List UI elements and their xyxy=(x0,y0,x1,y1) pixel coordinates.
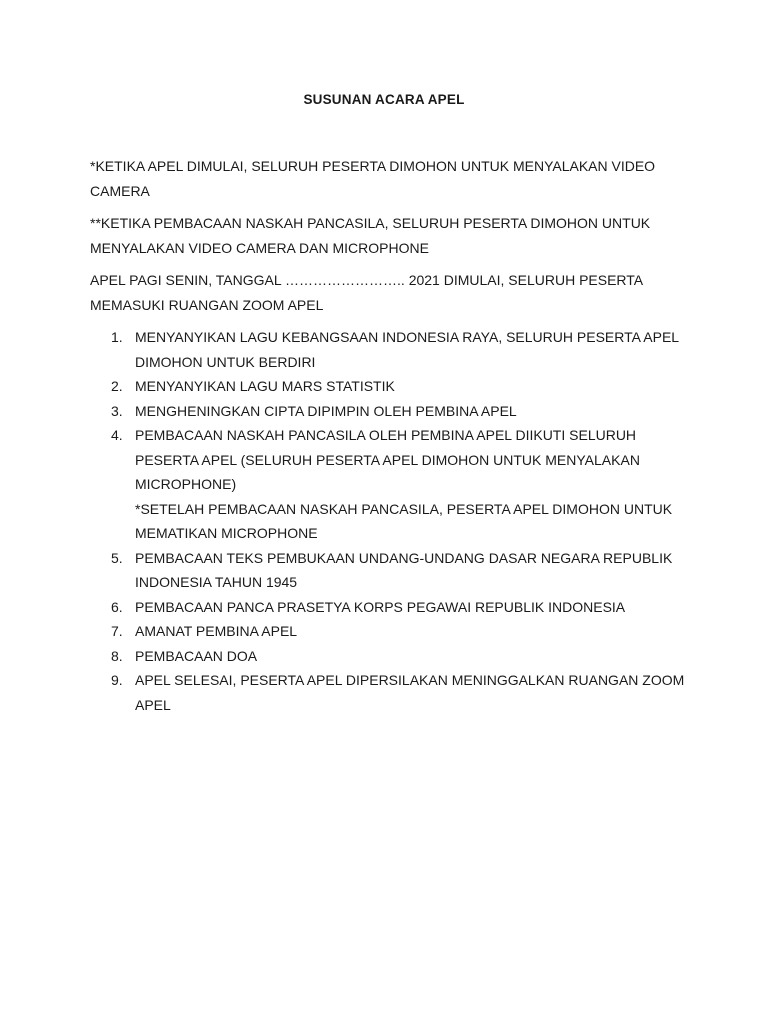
list-item-text: MENYANYIKAN LAGU KEBANGSAAN INDONESIA RAYA, SELURUH PESERTA APEL DIMOHON UNTUK BERDIRI xyxy=(135,329,679,370)
list-item-text: PEMBACAAN TEKS PEMBUKAAN UNDANG-UNDANG DASAR NEGARA REPUBLIK INDONESIA TAHUN 1945 xyxy=(135,549,673,590)
list-item-number: 4. xyxy=(111,427,123,443)
list-item-number: 3. xyxy=(111,402,123,419)
document-body xyxy=(90,154,690,717)
list-item-text: MENGHENINGKAN CIPTA DIPIMPIN OLEH PEMBINA APEL xyxy=(135,402,517,419)
list-item xyxy=(90,374,690,399)
list-item-text: PEMBACAAN DOA xyxy=(135,647,258,664)
list-item-number: 8. xyxy=(111,647,123,664)
agenda-list xyxy=(90,325,690,717)
page-title: SUSUNAN ACARA APEL xyxy=(303,92,465,107)
list-item xyxy=(90,668,690,717)
list-item-text: PEMBACAAN PANCA PRASETYA KORPS PEGAWAI REPUBLIK INDONESIA xyxy=(135,598,626,615)
list-item-number: 9. xyxy=(111,672,123,688)
list-item xyxy=(90,325,690,374)
list-item-text: PEMBACAAN NASKAH PANCASILA OLEH PEMBINA APEL DIIKUTI SELURUH PESERTA APEL (SELURUH PESERTA APEL DIMOHON UNTUK MENYALAKAN MICROPHONE) xyxy=(135,427,640,492)
list-item-number: 7. xyxy=(111,623,123,639)
list-item-text: APEL SELESAI, PESERTA APEL DIPERSILAKAN MENINGGALKAN RUANGAN ZOOM APEL xyxy=(135,672,685,713)
list-item-number: 1. xyxy=(111,329,123,345)
list-item xyxy=(90,595,690,620)
list-item xyxy=(90,399,690,424)
note-pancasila: **KETIKA PEMBACAAN NASKAH PANCASILA, SELURUH PESERTA DIMOHON UNTUK MENYALAKAN VIDEO CAMERA DAN MICROPHONE xyxy=(90,215,651,256)
list-item-text: MENYANYIKAN LAGU MARS STATISTIK xyxy=(135,378,395,394)
list-item-note: *SETELAH PEMBACAAN NASKAH PANCASILA, PESERTA APEL DIMOHON UNTUK MEMATIKAN MICROPHONE xyxy=(135,500,673,541)
list-item xyxy=(90,619,690,644)
list-item-number: 5. xyxy=(111,549,123,566)
note-video-camera: *KETIKA APEL DIMULAI, SELURUH PESERTA DIMOHON UNTUK MENYALAKAN VIDEO CAMERA xyxy=(90,158,656,199)
list-item xyxy=(90,644,690,669)
list-item-number: 2. xyxy=(111,378,123,394)
list-item xyxy=(90,546,690,595)
list-item-text: AMANAT PEMBINA APEL xyxy=(135,623,298,639)
note-apel-date: APEL PAGI SENIN, TANGGAL …………………….. 2021 DIMULAI, SELURUH PESERTA MEMASUKI RUANGAN ZOOM APEL xyxy=(90,272,643,313)
list-item xyxy=(90,423,690,546)
list-item-number: 6. xyxy=(111,598,123,615)
